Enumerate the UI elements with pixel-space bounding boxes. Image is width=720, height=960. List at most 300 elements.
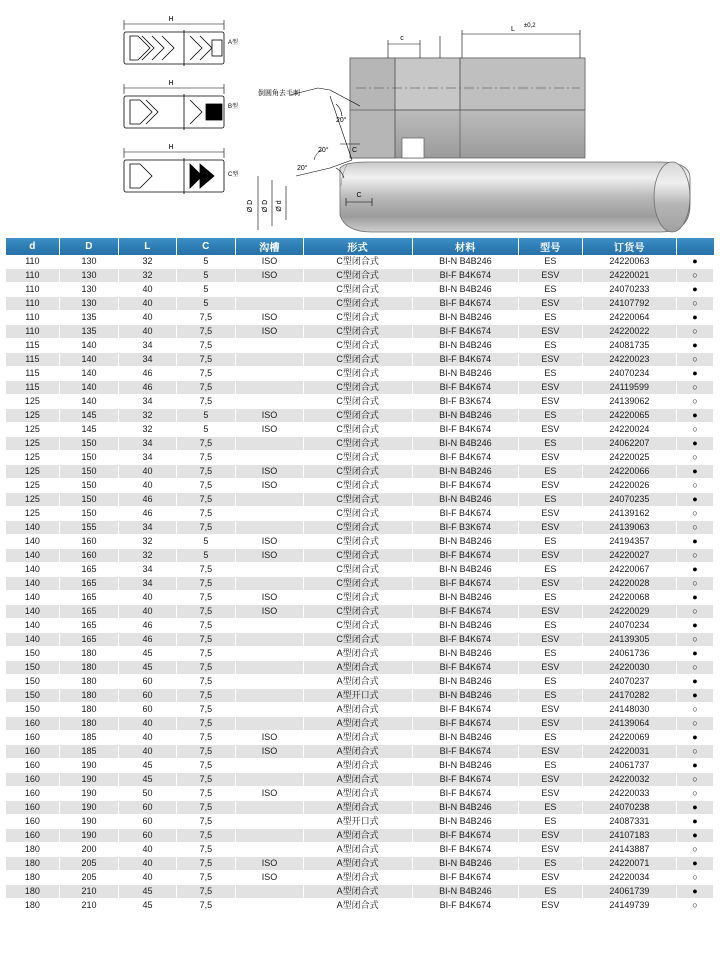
- cell-form: C型闭合式: [303, 549, 412, 563]
- cell-material: BI-F B4K674: [412, 829, 519, 843]
- cell-stock: [677, 353, 714, 367]
- cell-material: BI-N B4B246: [412, 801, 519, 815]
- cell-material: BI-F B4K674: [412, 717, 519, 731]
- cell-order-no[interactable]: 24149739: [582, 899, 676, 913]
- cell-L: 40: [119, 745, 176, 759]
- cell-L: 40: [119, 843, 176, 857]
- cell-d: 150: [6, 689, 59, 703]
- cell-D: 180: [59, 647, 118, 661]
- cell-stock: [677, 745, 714, 759]
- cell-type: ES: [519, 885, 583, 899]
- cell-order-no[interactable]: 24220031: [582, 745, 676, 759]
- table-row: [6, 381, 714, 395]
- cell-d: 140: [6, 633, 59, 647]
- cell-groove: ISO: [236, 269, 304, 283]
- cell-type: ESV: [519, 745, 583, 759]
- cell-C: 7,5: [176, 633, 235, 647]
- cell-d: 125: [6, 451, 59, 465]
- cell-material: BI-F B4K674: [412, 297, 519, 311]
- stock-indicator: ○: [692, 270, 698, 280]
- cell-d: 110: [6, 325, 59, 339]
- cell-order-no[interactable]: 24220032: [582, 773, 676, 787]
- cell-order-no[interactable]: 24119599: [582, 381, 676, 395]
- col-header-d: d: [6, 238, 59, 255]
- table-row: [6, 535, 714, 549]
- cell-form: A型闭合式: [303, 829, 412, 843]
- cell-order-no[interactable]: 24220021: [582, 269, 676, 283]
- dim-c-mid-label: C: [352, 147, 358, 154]
- cell-C: 7,5: [176, 325, 235, 339]
- cell-L: 32: [119, 535, 176, 549]
- cell-d: 180: [6, 899, 59, 913]
- table-row: [6, 829, 714, 843]
- cell-D: 190: [59, 815, 118, 829]
- cell-L: 40: [119, 857, 176, 871]
- cell-d: 125: [6, 465, 59, 479]
- cell-form: C型闭合式: [303, 465, 412, 479]
- angle-20-2-label: 20°: [297, 165, 308, 172]
- cell-form: C型闭合式: [303, 269, 412, 283]
- cell-D: 160: [59, 549, 118, 563]
- cell-C: 7,5: [176, 381, 235, 395]
- cell-C: 7,5: [176, 829, 235, 843]
- table-row: [6, 367, 714, 381]
- cell-D: 190: [59, 759, 118, 773]
- cell-type: ESV: [519, 577, 583, 591]
- cell-order-no[interactable]: 24070234: [582, 367, 676, 381]
- cell-form: A型闭合式: [303, 801, 412, 815]
- cell-L: 40: [119, 325, 176, 339]
- stock-indicator: ○: [692, 606, 698, 616]
- cell-C: 7,5: [176, 703, 235, 717]
- cell-D: 140: [59, 367, 118, 381]
- cell-d: 140: [6, 619, 59, 633]
- cell-d: 125: [6, 437, 59, 451]
- cell-D: 180: [59, 703, 118, 717]
- table-row: [6, 703, 714, 717]
- cell-d: 180: [6, 885, 59, 899]
- stock-indicator: ●: [692, 648, 698, 658]
- cell-order-no[interactable]: 24070235: [582, 493, 676, 507]
- table-row: [6, 353, 714, 367]
- cell-material: BI-N B4B246: [412, 857, 519, 871]
- cell-C: 5: [176, 297, 235, 311]
- cell-order-no[interactable]: 24220071: [582, 857, 676, 871]
- cell-order-no[interactable]: 24107183: [582, 829, 676, 843]
- cell-stock: [677, 507, 714, 521]
- cell-form: C型闭合式: [303, 479, 412, 493]
- cell-d: 140: [6, 591, 59, 605]
- cell-order-no[interactable]: 24139162: [582, 507, 676, 521]
- cell-form: C型闭合式: [303, 339, 412, 353]
- cell-stock: [677, 773, 714, 787]
- cell-type: ES: [519, 465, 583, 479]
- cell-type: ES: [519, 437, 583, 451]
- cell-d: 160: [6, 759, 59, 773]
- cell-material: BI-F B4K674: [412, 353, 519, 367]
- cell-form: A型闭合式: [303, 871, 412, 885]
- cell-d: 160: [6, 787, 59, 801]
- cell-material: BI-N B4B246: [412, 815, 519, 829]
- stock-indicator: ●: [692, 830, 698, 840]
- cell-D: 150: [59, 465, 118, 479]
- cell-d: 150: [6, 675, 59, 689]
- stock-indicator: ○: [692, 452, 698, 462]
- profile-diagram-c: [124, 158, 224, 194]
- cell-L: 34: [119, 451, 176, 465]
- cell-order-no[interactable]: 24070237: [582, 675, 676, 689]
- cell-material: BI-N B4B246: [412, 409, 519, 423]
- groove-detail: [402, 138, 424, 158]
- cell-D: 180: [59, 689, 118, 703]
- cell-type: ES: [519, 255, 583, 269]
- cell-L: 60: [119, 703, 176, 717]
- cell-order-no[interactable]: 24220028: [582, 577, 676, 591]
- cell-C: 7,5: [176, 759, 235, 773]
- cell-stock: [677, 675, 714, 689]
- cell-form: A型闭合式: [303, 717, 412, 731]
- cell-order-no[interactable]: 24220029: [582, 605, 676, 619]
- cell-C: 7,5: [176, 311, 235, 325]
- cell-order-no[interactable]: 24220034: [582, 871, 676, 885]
- cell-L: 32: [119, 423, 176, 437]
- table-row: [6, 745, 714, 759]
- table-body: [6, 255, 714, 913]
- cell-order-no[interactable]: 24107792: [582, 297, 676, 311]
- table-row: [6, 339, 714, 353]
- table-row: [6, 395, 714, 409]
- cell-D: 165: [59, 605, 118, 619]
- cell-form: C型闭合式: [303, 591, 412, 605]
- table-row: [6, 325, 714, 339]
- cell-D: 210: [59, 885, 118, 899]
- stock-indicator: ○: [692, 522, 698, 532]
- cell-form: A型闭合式: [303, 661, 412, 675]
- cell-D: 185: [59, 731, 118, 745]
- cell-groove: ISO: [236, 479, 304, 493]
- stock-indicator: ○: [692, 298, 698, 308]
- cell-stock: [677, 759, 714, 773]
- table-row: [6, 465, 714, 479]
- cell-stock: [677, 815, 714, 829]
- cell-C: 5: [176, 409, 235, 423]
- cell-order-no[interactable]: 24220067: [582, 563, 676, 577]
- cell-D: 160: [59, 535, 118, 549]
- cell-L: 60: [119, 675, 176, 689]
- cell-D: 190: [59, 829, 118, 843]
- table-row: [6, 493, 714, 507]
- cell-order-no[interactable]: 24220068: [582, 591, 676, 605]
- cell-order-no[interactable]: 24139064: [582, 717, 676, 731]
- table-row: [6, 801, 714, 815]
- stock-indicator: ○: [692, 774, 698, 784]
- table-row: [6, 269, 714, 283]
- cell-order-no[interactable]: 24087331: [582, 815, 676, 829]
- profile-b-label: B型: [228, 104, 239, 110]
- cell-order-no[interactable]: 24220024: [582, 423, 676, 437]
- cell-type: ESV: [519, 605, 583, 619]
- stock-indicator: ●: [692, 620, 698, 630]
- cell-type: ESV: [519, 395, 583, 409]
- cell-d: 125: [6, 395, 59, 409]
- cell-stock: [677, 647, 714, 661]
- cell-d: 110: [6, 269, 59, 283]
- cell-stock: [677, 829, 714, 843]
- cell-d: 180: [6, 857, 59, 871]
- cell-material: BI-F B4K674: [412, 787, 519, 801]
- cell-groove: ISO: [236, 549, 304, 563]
- cell-form: C型闭合式: [303, 367, 412, 381]
- stock-indicator: ●: [692, 802, 698, 812]
- cell-material: BI-F B4K674: [412, 899, 519, 913]
- stock-indicator: ●: [692, 676, 698, 686]
- cell-groove: ISO: [236, 731, 304, 745]
- cell-form: A型闭合式: [303, 857, 412, 871]
- col-header-C: C: [176, 238, 235, 255]
- cell-C: 7,5: [176, 717, 235, 731]
- dia-D-label: Ø D: [247, 199, 254, 213]
- cell-d: 115: [6, 353, 59, 367]
- cell-groove: [236, 843, 304, 857]
- cell-order-no[interactable]: 24062207: [582, 437, 676, 451]
- cell-groove: ISO: [236, 325, 304, 339]
- stock-indicator: ○: [692, 480, 698, 490]
- cell-type: ES: [519, 591, 583, 605]
- cell-D: 130: [59, 255, 118, 269]
- cell-C: 7,5: [176, 675, 235, 689]
- cell-type: ES: [519, 759, 583, 773]
- table-row: [6, 563, 714, 577]
- cell-order-no[interactable]: 24139305: [582, 633, 676, 647]
- cell-D: 180: [59, 661, 118, 675]
- cell-L: 45: [119, 885, 176, 899]
- cell-type: ESV: [519, 787, 583, 801]
- cell-order-no[interactable]: 24070233: [582, 283, 676, 297]
- cell-type: ES: [519, 409, 583, 423]
- cell-stock: [677, 255, 714, 269]
- table-row: [6, 759, 714, 773]
- cell-type: ESV: [519, 703, 583, 717]
- table-row: [6, 815, 714, 829]
- cell-groove: [236, 353, 304, 367]
- table-row: [6, 899, 714, 913]
- cell-L: 40: [119, 731, 176, 745]
- cell-d: 160: [6, 801, 59, 815]
- cell-order-no[interactable]: 24220033: [582, 787, 676, 801]
- cell-type: ESV: [519, 661, 583, 675]
- cell-L: 46: [119, 493, 176, 507]
- cell-order-no[interactable]: 24220063: [582, 255, 676, 269]
- table-row: [6, 549, 714, 563]
- cell-form: A型闭合式: [303, 843, 412, 857]
- cell-type: ESV: [519, 717, 583, 731]
- cell-type: ESV: [519, 507, 583, 521]
- cell-L: 60: [119, 689, 176, 703]
- cell-L: 46: [119, 381, 176, 395]
- cell-stock: [677, 619, 714, 633]
- cell-D: 190: [59, 773, 118, 787]
- cell-form: A型闭合式: [303, 787, 412, 801]
- cell-C: 7,5: [176, 339, 235, 353]
- cell-C: 7,5: [176, 563, 235, 577]
- cell-L: 45: [119, 661, 176, 675]
- cell-groove: [236, 689, 304, 703]
- table-header-row: [6, 238, 714, 255]
- cell-form: C型闭合式: [303, 633, 412, 647]
- cell-L: 34: [119, 353, 176, 367]
- cell-groove: [236, 717, 304, 731]
- col-header-L: L: [119, 238, 176, 255]
- cell-material: BI-F B4K674: [412, 269, 519, 283]
- cell-C: 7,5: [176, 605, 235, 619]
- cell-type: ESV: [519, 269, 583, 283]
- table-row: [6, 885, 714, 899]
- stock-indicator: ●: [692, 494, 698, 504]
- cell-C: 7,5: [176, 395, 235, 409]
- cell-order-no[interactable]: 24070238: [582, 801, 676, 815]
- cell-L: 45: [119, 899, 176, 913]
- dia-d-label: Ø d: [276, 200, 283, 212]
- cell-C: 7,5: [176, 451, 235, 465]
- stock-indicator: ○: [692, 900, 698, 910]
- cell-order-no[interactable]: 24220027: [582, 549, 676, 563]
- cell-D: 150: [59, 451, 118, 465]
- cell-groove: ISO: [236, 871, 304, 885]
- cell-groove: [236, 815, 304, 829]
- cell-D: 205: [59, 871, 118, 885]
- cell-order-no[interactable]: 24220022: [582, 325, 676, 339]
- cell-order-no[interactable]: 24220026: [582, 479, 676, 493]
- cell-material: BI-N B4B246: [412, 591, 519, 605]
- cell-order-no[interactable]: 24170282: [582, 689, 676, 703]
- cell-groove: ISO: [236, 591, 304, 605]
- cell-C: 7,5: [176, 745, 235, 759]
- cell-groove: [236, 507, 304, 521]
- cell-material: BI-F B4K674: [412, 703, 519, 717]
- cell-d: 125: [6, 423, 59, 437]
- cell-material: BI-N B4B246: [412, 731, 519, 745]
- stock-indicator: ●: [692, 340, 698, 350]
- cell-material: BI-F B4K674: [412, 633, 519, 647]
- cell-D: 140: [59, 353, 118, 367]
- cell-order-no[interactable]: 24220069: [582, 731, 676, 745]
- cell-form: A型闭合式: [303, 885, 412, 899]
- cell-order-no[interactable]: 24139063: [582, 521, 676, 535]
- cell-groove: [236, 661, 304, 675]
- cell-form: C型闭合式: [303, 325, 412, 339]
- cell-order-no[interactable]: 24194357: [582, 535, 676, 549]
- stock-indicator: ○: [692, 704, 698, 714]
- cell-form: C型闭合式: [303, 437, 412, 451]
- cell-order-no[interactable]: 24070234: [582, 619, 676, 633]
- cell-type: ES: [519, 675, 583, 689]
- cell-stock: [677, 661, 714, 675]
- cell-d: 140: [6, 521, 59, 535]
- cell-groove: [236, 563, 304, 577]
- cell-C: 7,5: [176, 885, 235, 899]
- cell-stock: [677, 339, 714, 353]
- cell-type: ESV: [519, 829, 583, 843]
- cell-C: 7,5: [176, 521, 235, 535]
- cell-stock: [677, 381, 714, 395]
- cell-type: ESV: [519, 423, 583, 437]
- cell-order-no[interactable]: 24220030: [582, 661, 676, 675]
- cell-d: 115: [6, 381, 59, 395]
- cell-order-no[interactable]: 24143887: [582, 843, 676, 857]
- stock-indicator: ●: [692, 438, 698, 448]
- cell-order-no[interactable]: 24061739: [582, 885, 676, 899]
- cell-order-no[interactable]: 24081735: [582, 339, 676, 353]
- cell-groove: ISO: [236, 605, 304, 619]
- cell-form: A型闭合式: [303, 675, 412, 689]
- cell-order-no[interactable]: 24220066: [582, 465, 676, 479]
- cell-form: C型闭合式: [303, 507, 412, 521]
- cell-type: ES: [519, 647, 583, 661]
- stock-indicator: ○: [692, 424, 698, 434]
- cell-form: A型开口式: [303, 815, 412, 829]
- cell-order-no[interactable]: 24220065: [582, 409, 676, 423]
- cell-d: 150: [6, 647, 59, 661]
- cell-D: 140: [59, 339, 118, 353]
- cell-material: BI-N B4B246: [412, 619, 519, 633]
- cell-D: 150: [59, 493, 118, 507]
- cell-d: 115: [6, 339, 59, 353]
- stock-indicator: ○: [692, 508, 698, 518]
- stock-indicator: ○: [692, 354, 698, 364]
- table-row: [6, 437, 714, 451]
- cell-stock: [677, 325, 714, 339]
- product-table: [6, 238, 714, 913]
- stock-indicator: ●: [692, 816, 698, 826]
- cell-C: 5: [176, 549, 235, 563]
- cell-order-no[interactable]: 24220025: [582, 451, 676, 465]
- cell-C: 7,5: [176, 577, 235, 591]
- cell-stock: [677, 871, 714, 885]
- cell-groove: [236, 703, 304, 717]
- cell-C: 7,5: [176, 591, 235, 605]
- cell-stock: [677, 787, 714, 801]
- cell-C: 7,5: [176, 801, 235, 815]
- table-row: [6, 857, 714, 871]
- cell-material: BI-F B4K674: [412, 549, 519, 563]
- cell-order-no[interactable]: 24148030: [582, 703, 676, 717]
- cell-C: 7,5: [176, 815, 235, 829]
- shaft: [340, 162, 690, 232]
- cell-groove: [236, 297, 304, 311]
- cell-stock: [677, 283, 714, 297]
- cell-order-no[interactable]: 24220064: [582, 311, 676, 325]
- col-header-groove: 沟槽: [236, 238, 304, 255]
- cell-L: 40: [119, 465, 176, 479]
- cell-order-no[interactable]: 24061736: [582, 647, 676, 661]
- cell-material: BI-N B4B246: [412, 535, 519, 549]
- cell-C: 7,5: [176, 619, 235, 633]
- cell-stock: [677, 479, 714, 493]
- stock-indicator: ○: [692, 718, 698, 728]
- cell-groove: [236, 339, 304, 353]
- cell-order-no[interactable]: 24061737: [582, 759, 676, 773]
- cell-groove: [236, 759, 304, 773]
- cell-L: 40: [119, 297, 176, 311]
- cell-order-no[interactable]: 24139062: [582, 395, 676, 409]
- cell-stock: [677, 703, 714, 717]
- cell-D: 135: [59, 325, 118, 339]
- cell-order-no[interactable]: 24220023: [582, 353, 676, 367]
- cell-material: BI-N B4B246: [412, 675, 519, 689]
- cell-form: C型闭合式: [303, 563, 412, 577]
- cell-D: 165: [59, 633, 118, 647]
- cell-material: BI-N B4B246: [412, 339, 519, 353]
